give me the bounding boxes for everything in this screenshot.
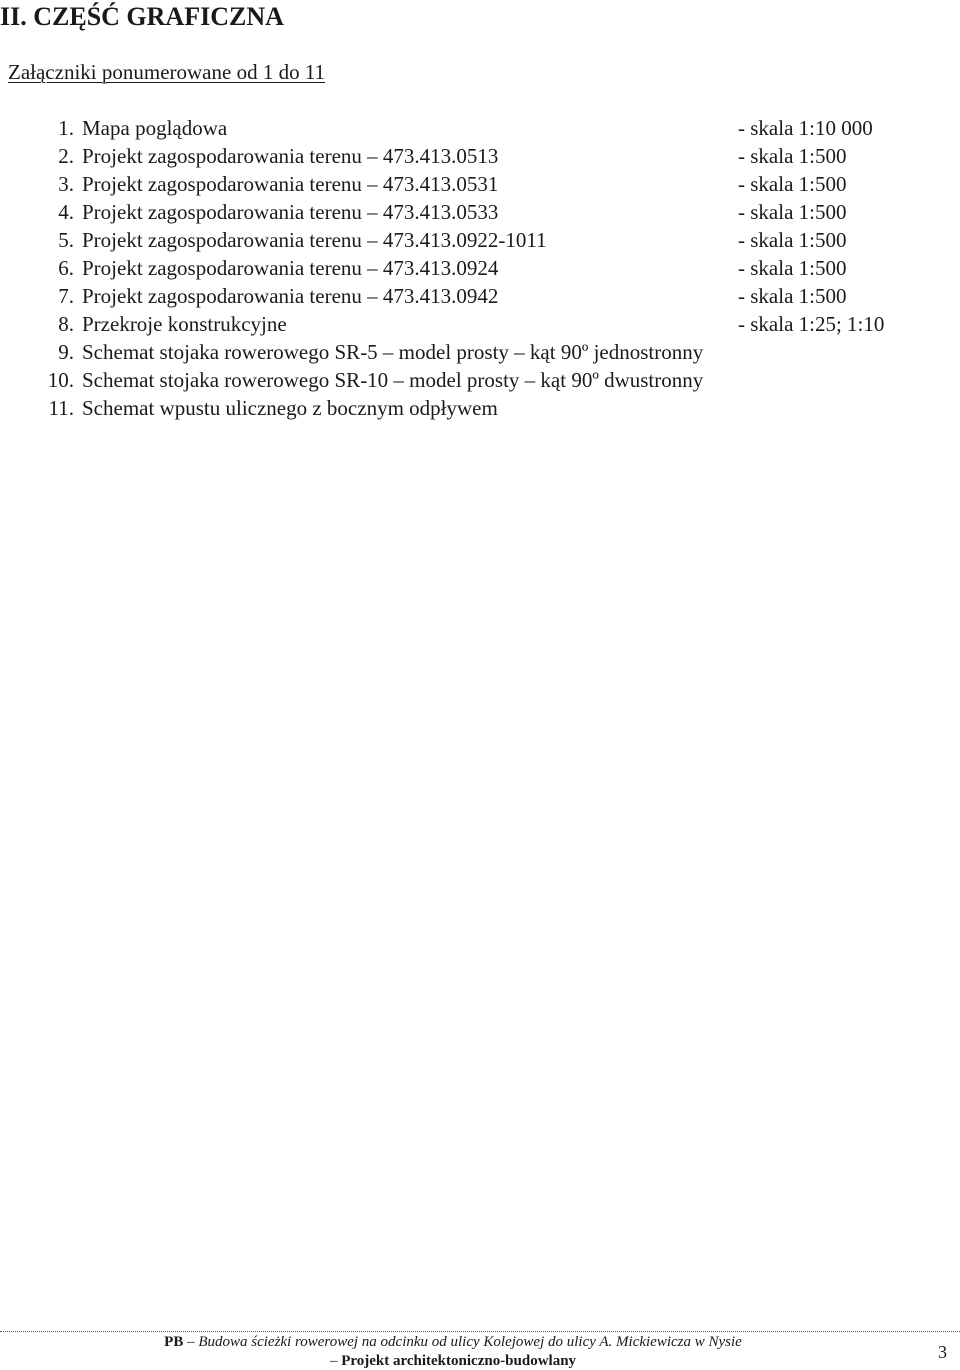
- list-item-label: Schemat wpustu ulicznego z bocznym odpływem: [82, 396, 498, 420]
- list-item: [0, 198, 960, 226]
- footer-divider: [0, 1331, 960, 1332]
- list-item-number: 9.: [58, 340, 74, 364]
- list-item-number: 4.: [58, 200, 74, 224]
- list-item-number: 11.: [48, 396, 74, 420]
- list-item-scale: - skala 1:500: [738, 172, 847, 196]
- footer-code: PB: [164, 1334, 184, 1350]
- list-item-label: Projekt zagospodarowania terenu – 473.413.0942: [82, 284, 499, 308]
- list-item-label: Schemat stojaka rowerowego SR-10 – model prosty – kąt 90º dwustronny: [82, 368, 704, 392]
- list-item-scale: - skala 1:500: [738, 200, 847, 224]
- list-item-scale: - skala 1:500: [738, 256, 847, 280]
- footer-subtitle: Projekt architektoniczno-budowlany: [341, 1353, 577, 1369]
- list-item-label: Projekt zagospodarowania terenu – 473.413.0922-1011: [82, 228, 547, 252]
- list-item-number: 10.: [47, 368, 74, 392]
- list-item-number: 2.: [58, 144, 74, 168]
- list-item-label: Projekt zagospodarowania terenu – 473.413.0513: [82, 144, 499, 168]
- list-item-label: Schemat stojaka rowerowego SR-5 – model prosty – kąt 90º jednostronny: [82, 340, 704, 364]
- list-item: [0, 282, 960, 310]
- section-heading: II. CZĘŚĆ GRAFICZNA: [0, 2, 284, 31]
- list-item: [0, 170, 960, 198]
- list-item-number: 8.: [58, 312, 74, 336]
- page-number: 3: [938, 1342, 947, 1362]
- list-item-label: Projekt zagospodarowania terenu – 473.413.0924: [82, 256, 499, 280]
- footer-title: [0, 1333, 906, 1351]
- list-item: [0, 310, 960, 338]
- attachments-list: [0, 114, 960, 422]
- footer-dash: –: [329, 1353, 338, 1369]
- list-item-number: 1.: [58, 116, 74, 140]
- list-item: [0, 338, 960, 366]
- list-item-label: Przekroje konstrukcyjne: [82, 312, 287, 336]
- list-item-scale: - skala 1:500: [738, 228, 847, 252]
- list-item: [0, 226, 960, 254]
- list-item: [0, 394, 960, 422]
- list-item: [0, 254, 960, 282]
- list-item: [0, 366, 960, 394]
- list-item-number: 7.: [58, 284, 74, 308]
- list-item-label: Projekt zagospodarowania terenu – 473.413.0533: [82, 200, 499, 224]
- list-item-scale: - skala 1:10 000: [738, 116, 873, 140]
- footer-subtitle-line: [0, 1352, 906, 1370]
- list-item-scale: - skala 1:500: [738, 144, 847, 168]
- list-item-number: 6.: [58, 256, 74, 280]
- list-item: [0, 142, 960, 170]
- list-item-label: Projekt zagospodarowania terenu – 473.413.0531: [82, 172, 499, 196]
- footer-description: – Budowa ścieżki rowerowej na odcinku od ulicy Kolejowej do ulicy A. Mickiewicza w Nysie: [187, 1334, 742, 1350]
- list-item-scale: - skala 1:25; 1:10: [738, 312, 885, 336]
- list-item-label: Mapa poglądowa: [82, 116, 228, 140]
- list-item-number: 5.: [58, 228, 74, 252]
- attachments-subheading: Załączniki ponumerowane od 1 do 11: [8, 60, 326, 84]
- list-item-scale: - skala 1:500: [738, 284, 847, 308]
- list-item: [0, 114, 960, 142]
- list-item-number: 3.: [58, 172, 74, 196]
